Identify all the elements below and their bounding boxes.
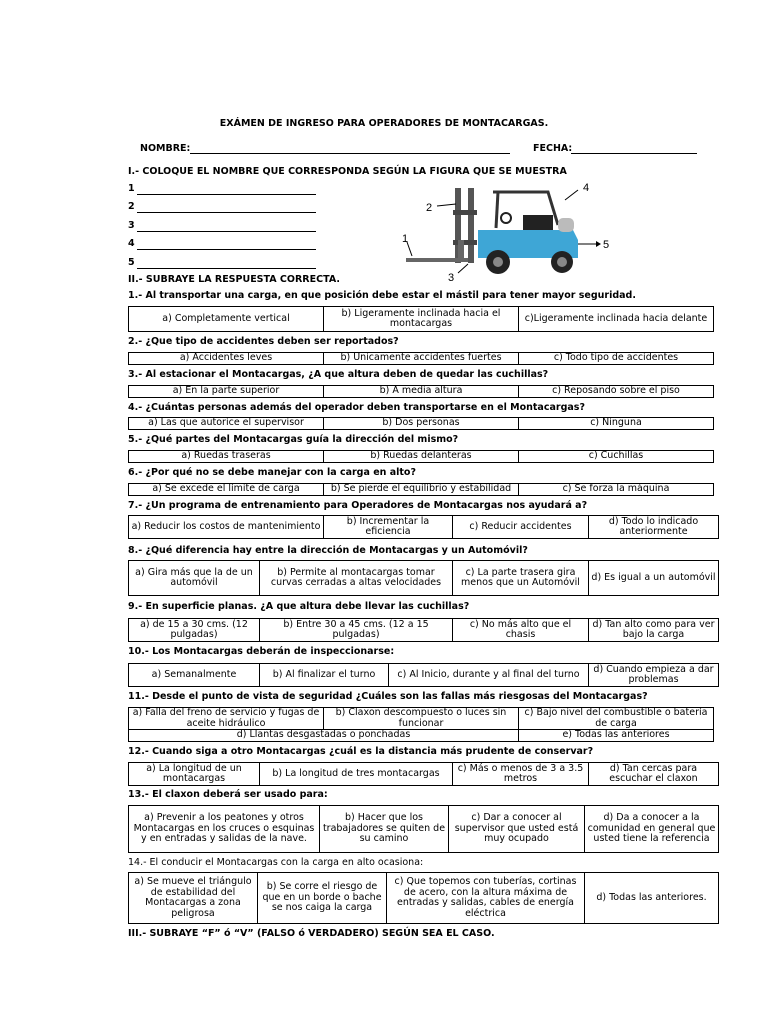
question-4: 4.- ¿Cuántas personas además del operador deben transportarse en el Montacargas? (128, 402, 585, 413)
option-7b[interactable]: b) Incrementar la eficiencia (324, 516, 453, 539)
option-9b[interactable]: b) Entre 30 a 45 cms. (12 a 15 pulgadas) (260, 619, 453, 642)
option-11b[interactable]: b) Claxon descompuesto o luces sin funcionar (324, 708, 519, 730)
question-10: 10.- Los Montacargas deberán de inspeccionarse: (128, 646, 395, 657)
option-8c[interactable]: c) La parte trasera gira menos que un Automóvil (453, 561, 589, 596)
option-8d[interactable]: d) Es igual a un automóvil (589, 561, 719, 596)
option-2c[interactable]: c) Todo tipo de accidentes (519, 353, 714, 365)
option-12c[interactable]: c) Más o menos de 3 a 3.5 metros (453, 763, 589, 786)
mast-right (468, 188, 474, 263)
question-8: 8.- ¿Qué diferencia hay entre la dirección de Montacargas y un Automóvil? (128, 545, 528, 556)
question-7: 7.- ¿Un programa de entrenamiento para Operadores de Montacargas nos ayudará a? (128, 500, 588, 511)
question-12: 12.- Cuando siga a otro Montacargas ¿cuál es la distancia más prudente de conservar? (128, 746, 594, 757)
figure-label-2: 2 (426, 202, 433, 214)
question-13: 13.- El claxon deberá ser usado para: (128, 789, 328, 800)
steering-wheel (501, 213, 511, 223)
answer-line-4[interactable] (137, 249, 316, 250)
question-2: 2.- ¿Que tipo de accidentes deben ser reportados? (128, 336, 399, 347)
option-11c[interactable]: c) Bajo nivel del combustible o batería de carga (519, 708, 714, 730)
option-13d[interactable]: d) Da a conocer a la comunidad en general que usted tiene la referencia (585, 806, 719, 853)
option-5a[interactable]: a) Ruedas traseras (129, 451, 324, 463)
option-3c[interactable]: c) Reposando sobre el piso (519, 386, 714, 398)
option-6b[interactable]: b) Se pierde el equilibrio y estabilidad (324, 484, 519, 496)
option-12a[interactable]: a) La longitud de un montacargas (129, 763, 260, 786)
options-table-1 (128, 306, 714, 332)
option-6c[interactable]: c) Se forza la máquina (519, 484, 714, 496)
option-2a[interactable]: a) Accidentes leves (129, 353, 324, 365)
option-8b[interactable]: b) Permite al montacargas tomar curvas cerradas a altas velocidades (260, 561, 453, 596)
option-4c[interactable]: c) Ninguna (519, 418, 714, 430)
exam-title: EXÁMEN DE INGRESO PARA OPERADORES DE MONTACARGAS. (219, 118, 549, 129)
figure-label-5: 5 (603, 239, 610, 251)
name-field[interactable] (190, 153, 510, 154)
question-3: 3.- Al estacionar el Montacargas, ¿A que altura deben de quedar las cuchillas? (128, 369, 549, 380)
option-4a[interactable]: a) Las que autorice el supervisor (129, 418, 324, 430)
option-9c[interactable]: c) No más alto que el chasis (453, 619, 589, 642)
options-table-14 (128, 872, 719, 924)
options-table-13 (128, 805, 719, 853)
options-table-2 (128, 352, 714, 365)
question-11: 11.- Desde el punto de vista de seguridad ¿Cuáles son las fallas más riesgosas del Montacargas? (128, 691, 648, 702)
answer-line-1[interactable] (137, 194, 316, 195)
answer-number-5: 5 (128, 257, 135, 268)
option-11a[interactable]: a) Falla del freno de servicio y fugas de aceite hidráulico (129, 708, 324, 730)
answer-number-2: 2 (128, 201, 135, 212)
option-3a[interactable]: a) En la parte superior (129, 386, 324, 398)
question-14: 14.- El conducir el Montacargas con la carga en alto ocasiona: (128, 857, 424, 868)
options-table-5 (128, 450, 714, 463)
option-11d[interactable]: d) Llantas desgastadas o ponchadas (129, 730, 519, 742)
option-10b[interactable]: b) Al finalizar el turno (260, 664, 389, 687)
answer-number-1: 1 (128, 183, 135, 194)
option-13a[interactable]: a) Prevenir a los peatones y otros Montacargas en los cruces o esquinas y en entradas y salidas de la nave. (129, 806, 320, 853)
answer-number-4: 4 (128, 238, 135, 249)
options-table-11 (128, 707, 714, 742)
seat (523, 215, 553, 230)
option-7d[interactable]: d) Todo lo indicado anteriormente (589, 516, 719, 539)
option-14a[interactable]: a) Se mueve el triángulo de estabilidad del Montacargas a zona peligrosa (129, 873, 258, 924)
option-7a[interactable]: a) Reducir los costos de mantenimiento (129, 516, 324, 539)
option-14b[interactable]: b) Se corre el riesgo de que en un borde o bache se nos caiga la carga (258, 873, 387, 924)
answer-number-3: 3 (128, 220, 135, 231)
options-table-7 (128, 515, 719, 539)
options-table-8 (128, 560, 719, 596)
option-2b[interactable]: b) Unicamente accidentes fuertes (324, 353, 519, 365)
gas-tank (558, 218, 574, 232)
forklift-figure (398, 180, 613, 285)
option-10a[interactable]: a) Semanalmente (129, 664, 260, 687)
option-13b[interactable]: b) Hacer que los trabajadores se quiten de su camino (320, 806, 449, 853)
answer-line-5[interactable] (137, 268, 316, 269)
date-field[interactable] (571, 153, 697, 154)
option-5b[interactable]: b) Ruedas delanteras (324, 451, 519, 463)
answer-line-3[interactable] (137, 231, 316, 232)
options-table-10 (128, 663, 719, 687)
section-2-heading: II.- SUBRAYE LA RESPUESTA CORRECTA. (128, 274, 340, 285)
option-10c[interactable]: c) Al Inicio, durante y al final del turno (389, 664, 589, 687)
option-9a[interactable]: a) de 15 a 30 cms. (12 pulgadas) (129, 619, 260, 642)
option-1b[interactable]: b) Ligeramente inclinada hacia el montacargas (324, 307, 519, 332)
option-14c[interactable]: c) Que topemos con tuberías, cortinas de acero, con la altura máxima de entradas y salidas, cables de energía eléctrica (387, 873, 585, 924)
name-label: NOMBRE: (140, 143, 191, 154)
option-9d[interactable]: d) Tan alto como para ver bajo la carga (589, 619, 719, 642)
option-11e[interactable]: e) Todas las anteriores (519, 730, 714, 742)
option-7c[interactable]: c) Reducir accidentes (453, 516, 589, 539)
option-6a[interactable]: a) Se excede el límite de carga (129, 484, 324, 496)
answer-line-2[interactable] (137, 212, 316, 213)
option-10d[interactable]: d) Cuando empieza a dar problemas (589, 664, 719, 687)
option-14d[interactable]: d) Todas las anteriores. (585, 873, 719, 924)
option-12d[interactable]: d) Tan cercas para escuchar el claxon (589, 763, 719, 786)
option-12b[interactable]: b) La longitud de tres montacargas (260, 763, 453, 786)
options-table-4 (128, 417, 714, 430)
option-1c[interactable]: c)Ligeramente inclinada hacia delante (519, 307, 714, 332)
section-3-heading: III.- SUBRAYE “F” ó “V” (FALSO ó VERDADERO) SEGÚN SEA EL CASO. (128, 928, 495, 939)
option-3b[interactable]: b) A media altura (324, 386, 519, 398)
date-label: FECHA: (533, 143, 573, 154)
options-table-12 (128, 762, 719, 786)
option-8a[interactable]: a) Gira más que la de un automóvil (129, 561, 260, 596)
question-6: 6.- ¿Por qué no se debe manejar con la carga en alto? (128, 467, 416, 478)
figure-label-1: 1 (402, 233, 409, 245)
option-5c[interactable]: c) Cuchillas (519, 451, 714, 463)
options-table-6 (128, 483, 714, 496)
figure-label-4: 4 (583, 182, 590, 194)
question-5: 5.- ¿Qué partes del Montacargas guía la dirección del mismo? (128, 434, 459, 445)
option-13c[interactable]: c) Dar a conocer al supervisor que usted está muy ocupado (449, 806, 585, 853)
option-1a[interactable]: a) Completamente vertical (129, 307, 324, 332)
options-table-9 (128, 618, 719, 642)
options-table-3 (128, 385, 714, 398)
section-1-heading: I.- COLOQUE EL NOMBRE QUE CORRESPONDA SEGÚN LA FIGURA QUE SE MUESTRA (128, 166, 567, 177)
question-9: 9.- En superficie planas. ¿A que altura debe llevar las cuchillas? (128, 601, 470, 612)
option-4b[interactable]: b) Dos personas (324, 418, 519, 430)
question-1: 1.- Al transportar una carga, en que posición debe estar el mástil para tener mayor seguridad. (128, 290, 636, 301)
figure-label-3: 3 (448, 272, 455, 284)
